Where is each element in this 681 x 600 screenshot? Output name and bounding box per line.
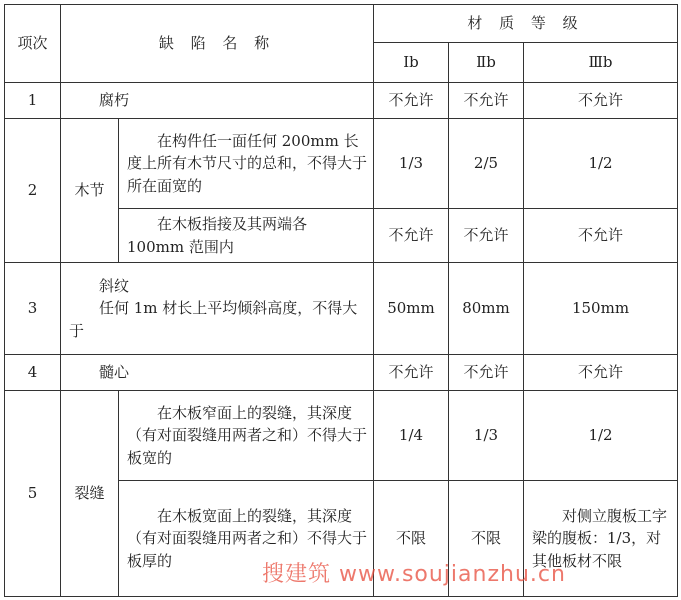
value-2b: 1/3: [449, 391, 524, 481]
header-row-top: [5, 5, 678, 43]
row-no: 2: [5, 119, 61, 263]
table-row: [5, 119, 678, 209]
value-1b: 50mm: [374, 263, 449, 355]
header-defect-name: 缺 陷 名 称: [61, 5, 374, 83]
value-3b: 不允许: [524, 209, 678, 263]
value-2b: 不限: [449, 481, 524, 597]
table-row: [5, 83, 678, 119]
defect-description: 在木板指接及其两端各 100mm 范围内: [119, 209, 374, 263]
row-no: 4: [5, 355, 61, 391]
value-3b: 不允许: [524, 83, 678, 119]
defect-description: 在构件任一面任何 200mm 长度上所有木节尺寸的总和，不得大于所在面宽的: [119, 119, 374, 209]
header-grade: 材 质 等 级: [374, 5, 678, 43]
defect-name: 腐朽: [61, 83, 374, 119]
table-row: [5, 355, 678, 391]
value-2b: 不允许: [449, 83, 524, 119]
table-row: [5, 263, 678, 355]
value-3b: 1/2: [524, 391, 678, 481]
value-1b: 1/3: [374, 119, 449, 209]
material-grade-table: [4, 4, 678, 597]
row-no: 3: [5, 263, 61, 355]
row-no: 5: [5, 391, 61, 597]
value-2b: 不允许: [449, 209, 524, 263]
header-grade-2b: Ⅱb: [449, 43, 524, 83]
value-3b: 1/2: [524, 119, 678, 209]
defect-name: 木节: [61, 119, 119, 263]
value-2b: 80mm: [449, 263, 524, 355]
value-1b: 1/4: [374, 391, 449, 481]
header-grade-1b: Ⅰb: [374, 43, 449, 83]
value-1b: 不限: [374, 481, 449, 597]
value-2b: 不允许: [449, 355, 524, 391]
value-3b: 不允许: [524, 355, 678, 391]
defect-name: 髓心: [61, 355, 374, 391]
value-1b: 不允许: [374, 355, 449, 391]
row-no: 1: [5, 83, 61, 119]
value-3b: 对侧立腹板工字梁的腹板：1/3，对其他板材不限: [524, 481, 678, 597]
header-item-no: 项次: [5, 5, 61, 83]
defect-description: 任何 1m 材长上平均倾斜高度，不得大于: [69, 299, 358, 340]
defect-description: 在木板宽面上的裂缝，其深度（有对面裂缝用两者之和）不得大于板厚的: [119, 481, 374, 597]
header-grade-3b: Ⅲb: [524, 43, 678, 83]
value-2b: 2/5: [449, 119, 524, 209]
watermark-text: 搜建筑 www.soujianzhu.cn: [262, 562, 566, 587]
value-3b: 150mm: [524, 263, 678, 355]
defect-name: 裂缝: [61, 391, 119, 597]
value-1b: 不允许: [374, 209, 449, 263]
table-row: [5, 391, 678, 481]
defect-description: 在木板窄面上的裂缝，其深度（有对面裂缝用两者之和）不得大于板宽的: [119, 391, 374, 481]
defect-cell: [61, 263, 374, 355]
defect-name: 斜纹: [99, 276, 130, 295]
value-1b: 不允许: [374, 83, 449, 119]
